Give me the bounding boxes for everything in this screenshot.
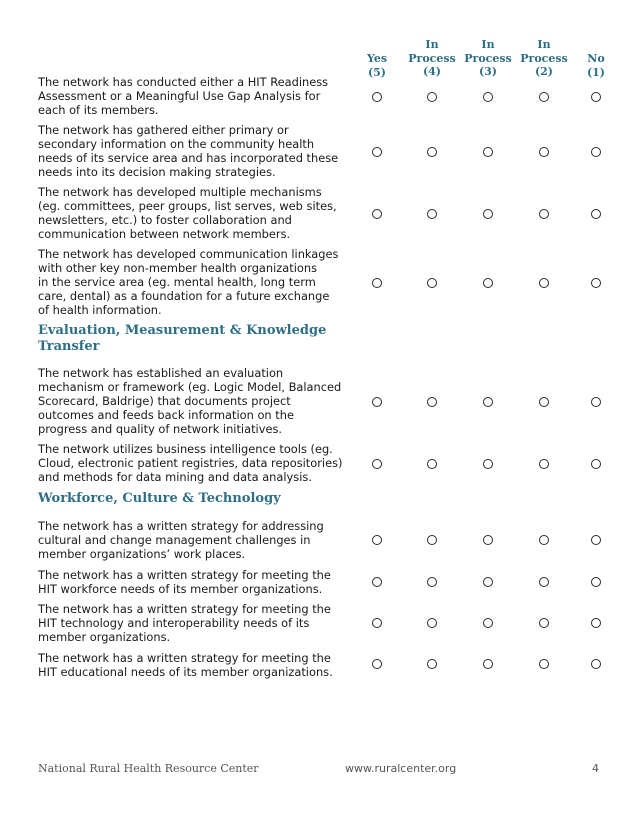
question-text: The network has a written strategy for meeting the HIT educational needs of its member organizations. <box>38 651 333 679</box>
radio-no[interactable] <box>591 397 601 407</box>
radio-in-process-4[interactable] <box>427 92 437 102</box>
radio-no[interactable] <box>591 278 601 288</box>
radio-yes[interactable] <box>372 92 382 102</box>
column-header-in-process-3: In Process (3) <box>464 38 512 78</box>
column-header-in-process-2: In Process (2) <box>520 38 568 78</box>
radio-no[interactable] <box>591 147 601 157</box>
radio-no[interactable] <box>591 659 601 669</box>
radio-in-process-2[interactable] <box>539 577 549 587</box>
radio-in-process-3[interactable] <box>483 278 493 288</box>
radio-yes[interactable] <box>372 397 382 407</box>
radio-in-process-4[interactable] <box>427 209 437 219</box>
radio-in-process-4[interactable] <box>427 278 437 288</box>
radio-in-process-4[interactable] <box>427 147 437 157</box>
radio-in-process-2[interactable] <box>539 459 549 469</box>
radio-in-process-3[interactable] <box>483 535 493 545</box>
radio-no[interactable] <box>591 92 601 102</box>
radio-no[interactable] <box>591 209 601 219</box>
radio-in-process-4[interactable] <box>427 535 437 545</box>
question-text: The network has a written strategy for meeting the HIT technology and interoperability needs of its member organizations. <box>38 602 331 644</box>
radio-in-process-2[interactable] <box>539 147 549 157</box>
radio-in-process-4[interactable] <box>427 459 437 469</box>
section-heading-evaluation: Evaluation, Measurement & Knowledge Transfer <box>38 323 327 354</box>
radio-yes[interactable] <box>372 618 382 628</box>
radio-in-process-3[interactable] <box>483 397 493 407</box>
question-text: The network has gathered either primary or secondary information on the community health needs of its service area and has incorporated these needs into its decision making strategies. <box>38 123 339 179</box>
radio-in-process-3[interactable] <box>483 92 493 102</box>
radio-in-process-3[interactable] <box>483 659 493 669</box>
radio-in-process-2[interactable] <box>539 397 549 407</box>
radio-in-process-3[interactable] <box>483 618 493 628</box>
radio-in-process-3[interactable] <box>483 147 493 157</box>
question-text: The network has conducted either a HIT Readiness Assessment or a Meaningful Use Gap Analysis for each of its members. <box>38 75 329 117</box>
radio-yes[interactable] <box>372 147 382 157</box>
radio-in-process-3[interactable] <box>483 209 493 219</box>
page-number: 4 <box>592 762 599 775</box>
footer-organization: National Rural Health Resource Center <box>38 762 259 775</box>
radio-yes[interactable] <box>372 459 382 469</box>
radio-in-process-2[interactable] <box>539 659 549 669</box>
question-text: The network has a written strategy for meeting the HIT workforce needs of its member organizations. <box>38 568 331 596</box>
radio-in-process-2[interactable] <box>539 535 549 545</box>
question-text: The network has developed communication linkages with other key non-member health organizations in the service area (eg. mental health, long term care, dental) as a foundation for a future exchange of health information. <box>38 247 339 317</box>
question-text: The network has a written strategy for addressing cultural and change management challenges in member organizations’ work places. <box>38 519 324 561</box>
question-text: The network utilizes business intelligence tools (eg. Cloud, electronic patient registries, data repositories) and methods for data mining and data analysis. <box>38 442 343 484</box>
radio-in-process-3[interactable] <box>483 459 493 469</box>
radio-no[interactable] <box>591 459 601 469</box>
question-text: The network has developed multiple mechanisms (eg. committees, peer groups, list serves, web sites, newsletters, etc.) to foster collaboration and communication between network members. <box>38 185 337 241</box>
column-header-no: No (1) <box>586 52 606 79</box>
radio-in-process-4[interactable] <box>427 618 437 628</box>
section-heading-workforce: Workforce, Culture & Technology <box>38 491 281 506</box>
column-header-yes: Yes (5) <box>366 52 388 79</box>
column-header-in-process-4: In Process (4) <box>408 38 456 78</box>
radio-in-process-2[interactable] <box>539 278 549 288</box>
radio-in-process-2[interactable] <box>539 618 549 628</box>
question-text: The network has established an evaluation mechanism or framework (eg. Logic Model, Balanced Scorecard, Baldrige) that documents project outcomes and feeds back information on the progress and quality of network initiatives. <box>38 366 342 436</box>
radio-in-process-2[interactable] <box>539 92 549 102</box>
radio-in-process-4[interactable] <box>427 577 437 587</box>
radio-in-process-3[interactable] <box>483 577 493 587</box>
radio-no[interactable] <box>591 535 601 545</box>
footer-url: www.ruralcenter.org <box>345 762 457 775</box>
radio-yes[interactable] <box>372 659 382 669</box>
radio-yes[interactable] <box>372 278 382 288</box>
radio-yes[interactable] <box>372 535 382 545</box>
radio-no[interactable] <box>591 618 601 628</box>
radio-in-process-2[interactable] <box>539 209 549 219</box>
radio-no[interactable] <box>591 577 601 587</box>
radio-in-process-4[interactable] <box>427 397 437 407</box>
radio-yes[interactable] <box>372 577 382 587</box>
radio-yes[interactable] <box>372 209 382 219</box>
radio-in-process-4[interactable] <box>427 659 437 669</box>
